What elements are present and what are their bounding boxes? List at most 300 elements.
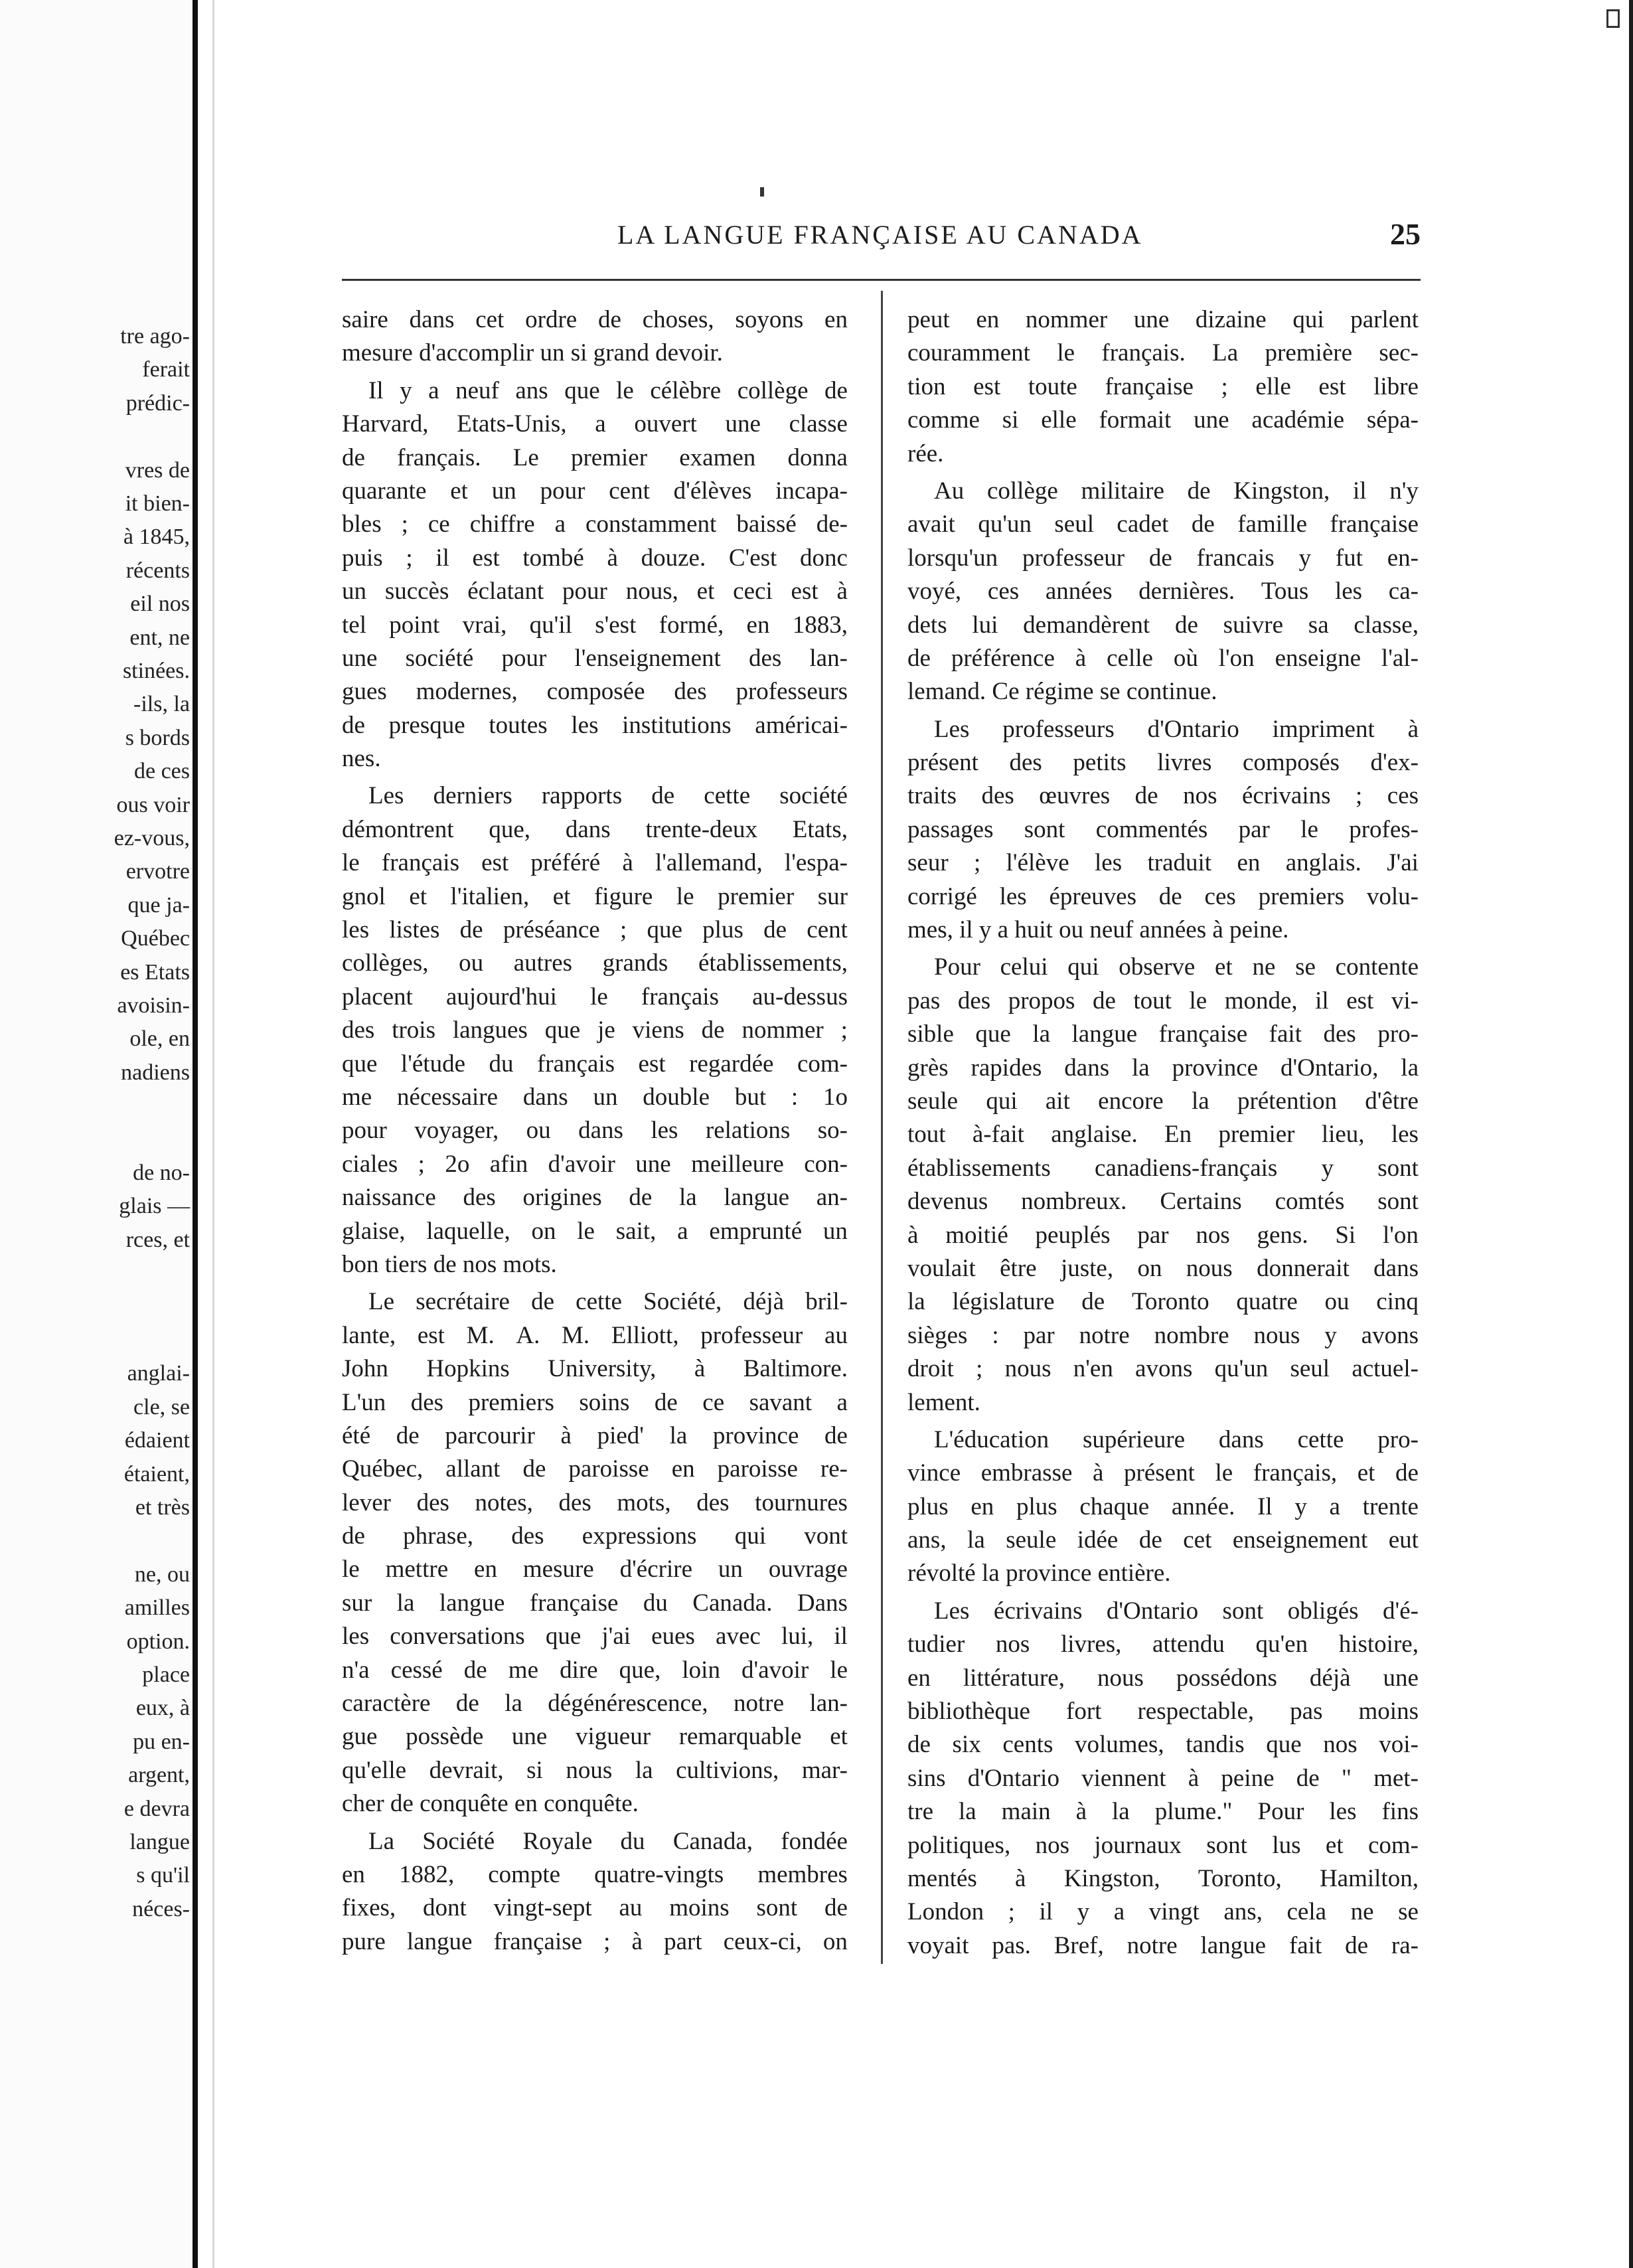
- word: française: [1330, 511, 1419, 538]
- word: les: [342, 916, 370, 944]
- word: de: [654, 1388, 678, 1416]
- word: notes,: [475, 1489, 533, 1516]
- text-line: [342, 1553, 848, 1586]
- word: chiffre: [469, 511, 535, 538]
- word: nos: [995, 1631, 1030, 1659]
- word: de: [1187, 477, 1211, 505]
- word: les: [571, 711, 599, 739]
- word: américai-: [755, 711, 848, 739]
- word: idée: [1077, 1526, 1119, 1554]
- word: sont: [756, 1894, 798, 1922]
- word: française: [1105, 372, 1194, 400]
- word: des: [416, 1489, 449, 1516]
- word: écrivains: [993, 1597, 1083, 1625]
- word: bril-: [805, 1288, 848, 1316]
- word: il: [959, 916, 973, 944]
- word: on: [822, 1927, 848, 1955]
- word: Harvard,: [342, 410, 429, 438]
- word: histoire,: [1338, 1631, 1419, 1659]
- word: sait,: [615, 1217, 657, 1245]
- word: sa: [1308, 611, 1329, 639]
- word: si: [526, 1756, 543, 1784]
- word: vingt-sept: [493, 1894, 592, 1922]
- text-line: [907, 1595, 1419, 1628]
- word: de: [629, 1184, 653, 1212]
- word: premier: [570, 444, 648, 471]
- word: part: [664, 1927, 702, 1955]
- word: un: [822, 1217, 848, 1245]
- word: une: [1194, 406, 1229, 434]
- word: épreuves: [1049, 882, 1136, 910]
- facing-page-fragment: it bien-: [125, 491, 190, 516]
- word: sont: [1024, 815, 1065, 843]
- word: langue: [406, 1927, 473, 1955]
- word: une: [1133, 306, 1170, 333]
- word: de: [1138, 1526, 1162, 1554]
- facing-page-edge: [0, 0, 199, 2268]
- text-line: [342, 575, 848, 608]
- word: vingt: [1148, 1898, 1200, 1926]
- word: militaire: [1081, 477, 1164, 505]
- word: nes.: [342, 745, 381, 773]
- word: en: [824, 306, 848, 333]
- word: qu'il: [529, 611, 572, 639]
- word: et: [830, 1723, 848, 1751]
- word: fait: [1288, 1931, 1322, 1959]
- word: nous: [1186, 1254, 1233, 1282]
- word: de: [1174, 611, 1198, 639]
- word: premiers: [468, 1388, 554, 1416]
- text-line: [342, 1620, 848, 1653]
- word: compte: [488, 1860, 561, 1888]
- word: ;: [1355, 782, 1363, 810]
- word: de: [1134, 782, 1158, 810]
- text-line: [907, 1386, 1419, 1419]
- facing-page-fragment: eux, à: [135, 1696, 190, 1721]
- word: seur: [907, 849, 949, 877]
- word: choses,: [642, 306, 714, 333]
- word: vrai,: [462, 611, 507, 639]
- word: ;: [1221, 372, 1228, 400]
- word: lement.: [907, 1388, 980, 1416]
- word: fixes,: [342, 1894, 396, 1922]
- word: y: [1321, 1154, 1334, 1182]
- word: français: [641, 983, 719, 1011]
- word: nous: [566, 1756, 613, 1784]
- word: professeurs: [736, 678, 848, 706]
- word: le: [342, 1556, 360, 1583]
- word: d'avoir: [741, 1656, 809, 1684]
- word: au: [824, 1321, 848, 1349]
- text-line: [907, 1662, 1419, 1695]
- word: cent: [609, 477, 650, 505]
- word: pour: [562, 578, 607, 606]
- word: pro-: [1377, 1020, 1419, 1048]
- word: province: [712, 1421, 799, 1449]
- word: année.: [1171, 1493, 1235, 1520]
- word: parlent: [1350, 306, 1419, 333]
- word: trente-deux: [645, 815, 757, 843]
- word: vont: [804, 1522, 848, 1550]
- text-line: [342, 1925, 848, 1959]
- word: il: [435, 544, 449, 572]
- word: tandis: [1186, 1731, 1245, 1759]
- word: de: [701, 1016, 725, 1044]
- word: quarante: [342, 477, 427, 505]
- word: professeur: [1022, 544, 1125, 572]
- word: mettre: [385, 1556, 449, 1583]
- word: ;: [976, 1355, 983, 1383]
- word: Pour: [1257, 1798, 1304, 1826]
- word: premier: [718, 882, 795, 910]
- facing-page-fragment: ferait: [142, 357, 190, 382]
- word: vigueur: [576, 1723, 651, 1751]
- word: tiers: [384, 1250, 428, 1278]
- word: législature: [952, 1288, 1055, 1316]
- word: grès: [907, 1054, 949, 1082]
- word: formait: [1099, 406, 1172, 434]
- word: les: [651, 1117, 678, 1145]
- text-line: [907, 746, 1419, 779]
- word: me: [342, 1083, 372, 1111]
- word: français: [381, 849, 459, 877]
- word: Elliott,: [611, 1321, 679, 1349]
- word: rée.: [907, 440, 944, 467]
- facing-page-fragment: de no-: [133, 1161, 190, 1185]
- word: du: [643, 1589, 668, 1617]
- facing-page-fragment: que ja-: [127, 892, 190, 918]
- word: et: [552, 882, 571, 910]
- word: à: [1188, 1764, 1200, 1792]
- word: nos: [462, 1250, 497, 1278]
- word: mesure: [342, 339, 413, 367]
- text-line: [342, 847, 848, 880]
- word: des: [410, 1388, 444, 1416]
- word: vi-: [1391, 987, 1419, 1014]
- word: présent: [907, 749, 978, 777]
- word: tout: [907, 1121, 946, 1149]
- word: expressions: [582, 1522, 697, 1550]
- word: origines: [522, 1184, 602, 1212]
- word: en: [746, 611, 770, 639]
- word: cela: [1286, 1898, 1327, 1926]
- text-line: [907, 609, 1419, 642]
- word: impriment: [1272, 715, 1375, 743]
- word: ;: [840, 1016, 848, 1044]
- word: conquête: [420, 1790, 508, 1818]
- word: Il: [1257, 1493, 1273, 1520]
- text-line: [342, 1319, 848, 1352]
- word: à: [1092, 1459, 1104, 1487]
- facing-page-fragment: s bords: [125, 725, 190, 750]
- word: de: [459, 916, 483, 944]
- word: l'italien,: [450, 882, 530, 910]
- word: il: [834, 1623, 848, 1651]
- text-line: [907, 1423, 1419, 1457]
- word: que: [544, 1016, 581, 1044]
- word: les: [1334, 578, 1363, 606]
- word: savant: [749, 1388, 813, 1416]
- word: met-: [1373, 1764, 1419, 1792]
- facing-page-fragment: néces-: [132, 1896, 190, 1921]
- word: s'est: [595, 611, 637, 639]
- word: de: [824, 1894, 848, 1922]
- word: con-: [804, 1150, 848, 1178]
- word: La: [368, 1827, 395, 1855]
- word: y: [978, 916, 992, 944]
- text-line: [907, 1185, 1419, 1218]
- word: canadiens-français: [1095, 1154, 1278, 1182]
- word: des: [674, 678, 707, 706]
- word: être: [1000, 1254, 1037, 1282]
- text-line: [342, 1687, 848, 1720]
- word: pro-: [1377, 1425, 1419, 1453]
- text-line: [907, 914, 1419, 947]
- word: d'Ontario: [967, 1764, 1059, 1792]
- word: cette: [1297, 1425, 1344, 1453]
- word: est: [472, 544, 500, 572]
- word: Baltimore.: [743, 1355, 848, 1383]
- word: cultivions,: [676, 1756, 779, 1784]
- word: entière.: [1097, 1560, 1171, 1587]
- word: juste,: [1060, 1254, 1114, 1282]
- word: ouvrage: [768, 1556, 848, 1583]
- word: nous: [1253, 1321, 1300, 1349]
- word: la: [981, 1560, 1000, 1587]
- word: l'élève: [1006, 849, 1069, 877]
- word: Ce: [992, 678, 1020, 706]
- facing-page-fragment: option.: [126, 1629, 190, 1654]
- word: baissé: [736, 511, 797, 538]
- word: Canada.: [692, 1589, 773, 1617]
- word: langue: [724, 1184, 790, 1212]
- word: est: [791, 578, 818, 606]
- word: libre: [1373, 372, 1419, 400]
- word: placent: [342, 983, 413, 1011]
- word: à: [560, 1421, 572, 1449]
- word: se: [1099, 678, 1121, 706]
- word: ceux-ci,: [723, 1927, 802, 1955]
- text-line: [907, 1557, 1419, 1590]
- text-line: [342, 642, 848, 675]
- word: Kingston,: [1063, 1864, 1160, 1892]
- word: Hopkins: [426, 1355, 510, 1383]
- word: du: [620, 1827, 645, 1855]
- text-column-right: [907, 303, 1419, 1963]
- text-line: [342, 880, 848, 914]
- word: sièges: [907, 1321, 968, 1349]
- word: des: [1009, 749, 1042, 777]
- word: se: [1295, 953, 1316, 981]
- facing-page-fragment: vres de: [125, 457, 190, 483]
- word: le: [1057, 339, 1075, 367]
- word: mesure: [522, 1556, 594, 1583]
- word: Toronto: [1131, 1288, 1209, 1316]
- word: cinq: [1376, 1288, 1419, 1316]
- word: est: [638, 1050, 666, 1078]
- word: Hamilton,: [1319, 1864, 1419, 1892]
- word: d'accomplir: [419, 339, 534, 367]
- text-line: [907, 713, 1419, 746]
- word: derniers: [433, 782, 512, 810]
- word: ce: [428, 511, 450, 538]
- word: à: [836, 578, 848, 606]
- word: relations: [705, 1117, 791, 1145]
- word: les: [1391, 1121, 1419, 1149]
- word: de: [531, 1288, 554, 1316]
- word: une: [635, 1150, 671, 1178]
- text-line: [342, 1858, 848, 1892]
- word: peut: [907, 306, 950, 333]
- word: français.: [397, 444, 481, 471]
- word: actuel-: [1352, 1355, 1419, 1383]
- word: cents: [1002, 1731, 1053, 1759]
- word: collège: [986, 477, 1058, 505]
- text-line: [342, 475, 848, 508]
- word: viens: [632, 1016, 684, 1044]
- text-line: [907, 1695, 1419, 1728]
- word: le: [830, 1656, 848, 1684]
- word: un: [540, 339, 565, 367]
- word: demandèrent: [1023, 611, 1150, 639]
- word: journaux: [1094, 1831, 1182, 1859]
- word: bibliothèque: [907, 1698, 1030, 1726]
- word: d'avoir: [548, 1150, 615, 1178]
- word: peine: [1221, 1764, 1275, 1792]
- word: d'être: [1365, 1087, 1419, 1115]
- word: livres: [1157, 749, 1212, 777]
- word: douze.: [641, 544, 706, 572]
- word: ceci: [733, 578, 773, 606]
- word: comtés: [1275, 1188, 1345, 1216]
- text-line: [907, 779, 1419, 813]
- word: lui,: [781, 1623, 814, 1651]
- word: avons: [1135, 1355, 1193, 1383]
- text-line: [907, 475, 1419, 508]
- word: des: [957, 987, 991, 1014]
- word: à: [607, 544, 618, 572]
- word: M.: [466, 1321, 495, 1349]
- word: sépa-: [1366, 406, 1419, 434]
- word: de: [1395, 1459, 1419, 1487]
- text-line: [342, 1114, 848, 1147]
- word: de: [907, 1731, 931, 1759]
- word: moins: [1358, 1698, 1419, 1726]
- facing-page-fragment: tre ago-: [120, 324, 190, 349]
- word: gues: [342, 678, 387, 706]
- word: so-: [817, 1117, 848, 1145]
- word: lus: [1272, 1831, 1301, 1859]
- word: ;: [1008, 1898, 1015, 1926]
- word: ne: [1350, 1898, 1374, 1926]
- facing-page-fragment: édaient: [124, 1428, 190, 1453]
- word: société: [779, 782, 848, 810]
- word: une: [1383, 1664, 1419, 1692]
- word: il: [1315, 987, 1329, 1014]
- facing-page-fragment: de ces: [133, 759, 190, 784]
- word: a: [554, 511, 566, 538]
- word: pas: [907, 987, 941, 1014]
- word: à: [694, 1355, 706, 1383]
- facing-page-fragment: es Etats: [120, 959, 190, 985]
- corner-mark: [1606, 9, 1620, 28]
- word: se: [1398, 1898, 1419, 1926]
- text-line: [342, 508, 848, 541]
- word: laquelle,: [426, 1217, 510, 1245]
- word: langue: [439, 1589, 505, 1617]
- word: a: [677, 1217, 688, 1245]
- word: eut: [1388, 1526, 1419, 1554]
- word: eues: [651, 1623, 695, 1651]
- word: dire: [560, 1656, 598, 1684]
- running-head: [345, 219, 1421, 259]
- word: fait: [1269, 1020, 1302, 1048]
- word: la: [679, 1184, 697, 1212]
- word: ans,: [1223, 1898, 1263, 1926]
- text-line: [342, 1352, 848, 1386]
- word: :: [791, 1083, 799, 1111]
- word: on: [531, 1217, 556, 1245]
- word: pas.: [992, 1931, 1031, 1959]
- word: Il: [368, 376, 384, 404]
- word: en: [1237, 849, 1261, 877]
- word: Kingston,: [1233, 477, 1330, 505]
- facing-page-fragment: langue: [129, 1830, 190, 1854]
- word: les: [1329, 1798, 1357, 1826]
- word: constamment: [585, 511, 717, 538]
- word: ou: [526, 1117, 551, 1145]
- word: cessé: [390, 1656, 443, 1684]
- word: huit: [1014, 916, 1053, 944]
- word: à: [631, 1927, 643, 1955]
- word: des: [748, 644, 782, 672]
- word: a: [1329, 1493, 1340, 1520]
- word: mes,: [907, 916, 953, 944]
- text-line: [342, 337, 848, 370]
- text-line: [907, 813, 1419, 847]
- word: but: [734, 1083, 767, 1111]
- word: lieu,: [1321, 1121, 1365, 1149]
- word: à: [1015, 1864, 1026, 1892]
- word: des: [342, 1016, 375, 1044]
- word: un: [718, 1556, 743, 1583]
- word: dans: [578, 1117, 623, 1145]
- word: 1o: [823, 1083, 848, 1111]
- word: écrivains: [1241, 782, 1331, 810]
- word: elle: [1255, 372, 1291, 400]
- word: le: [1189, 987, 1207, 1014]
- word: an-: [816, 1184, 848, 1212]
- word: Les: [934, 1597, 970, 1625]
- text-line: [342, 1892, 848, 1925]
- word: années: [1045, 578, 1113, 606]
- word: viennent: [1081, 1764, 1166, 1792]
- word: lante,: [342, 1321, 396, 1349]
- word: a: [595, 410, 606, 438]
- word: qui: [1292, 306, 1324, 333]
- word: du: [489, 1050, 514, 1078]
- word: La: [1212, 339, 1239, 367]
- word: des: [1323, 1020, 1356, 1048]
- word: phrase,: [403, 1522, 473, 1550]
- word: de: [907, 644, 931, 672]
- word: ;: [974, 849, 981, 877]
- text-line: [342, 1825, 848, 1858]
- word: Canada,: [672, 1827, 753, 1855]
- word: cher: [342, 1790, 384, 1818]
- word: de: [1148, 544, 1172, 572]
- facing-page-fragment: glais —: [119, 1194, 190, 1219]
